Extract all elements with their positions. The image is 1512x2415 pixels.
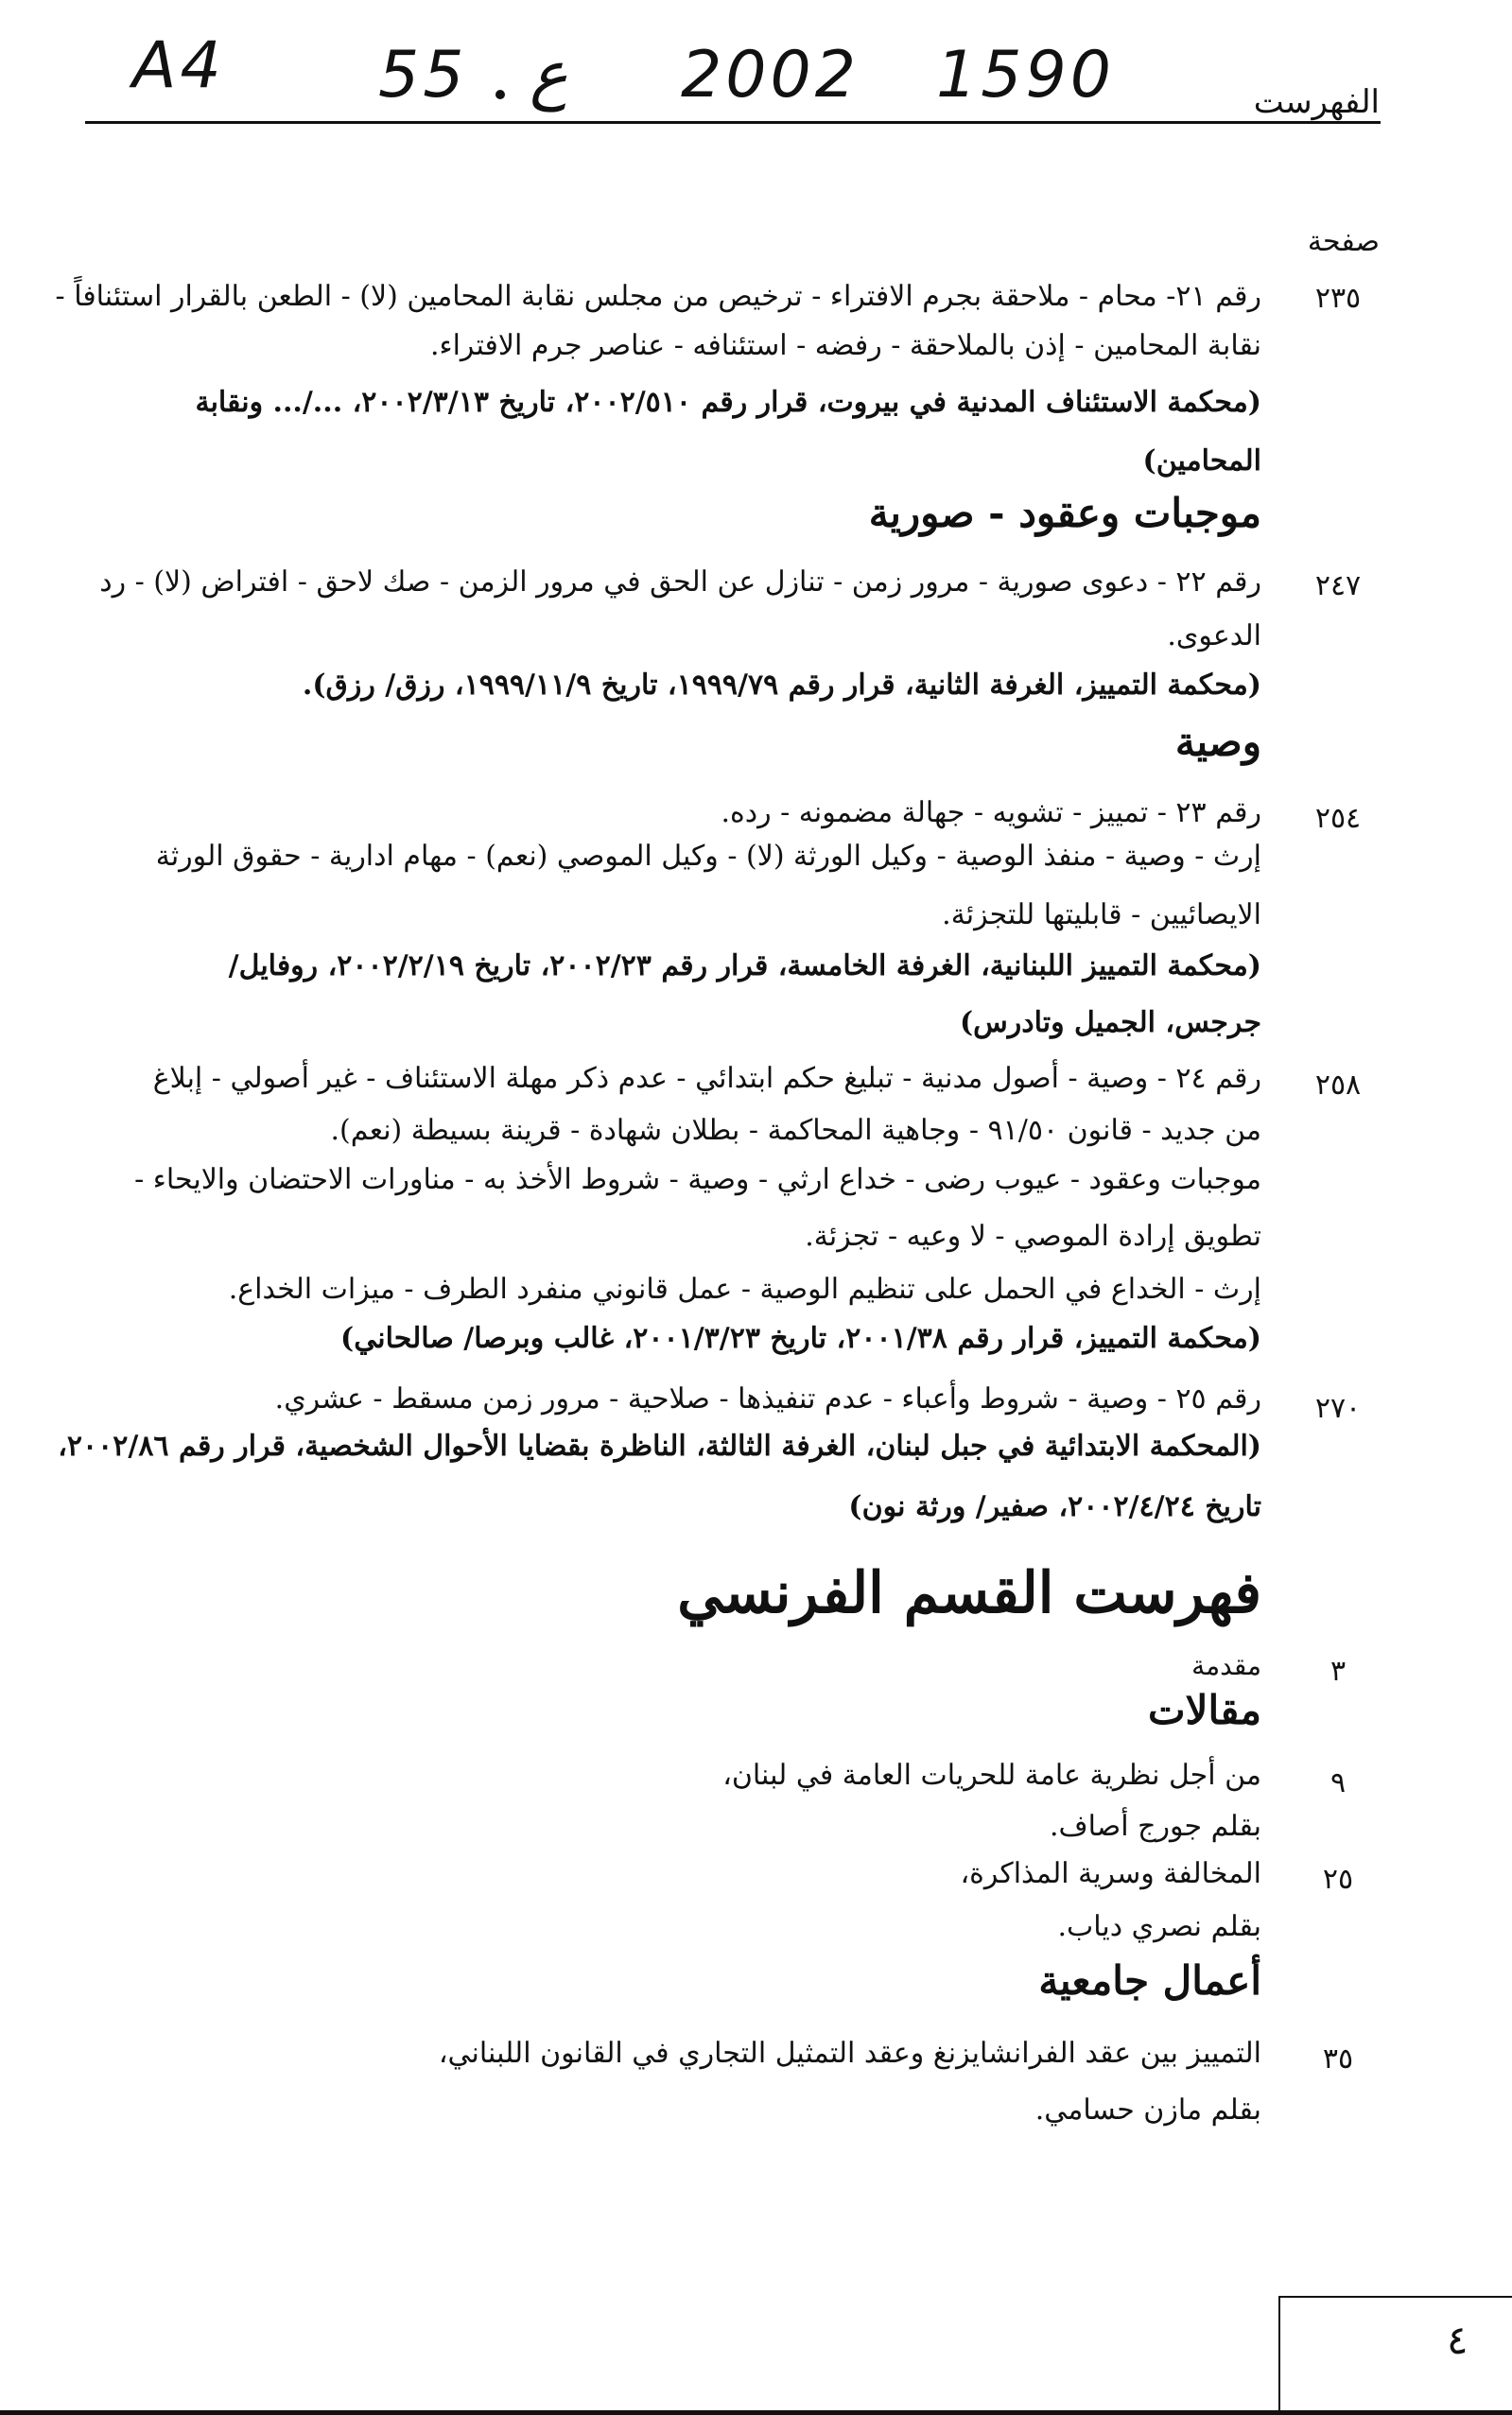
entry-page-number: ٢٥ (1322, 1863, 1354, 1896)
academic-author: بقلم مازن حسامي. (1034, 2094, 1261, 2127)
entry-page-number: ٢٥٨ (1314, 1069, 1362, 1102)
articles-heading: مقالات (1147, 1687, 1261, 1733)
entry-line: رقم ٢٣ - تمييز - تشويه - جهالة مضمونه - رده. (721, 796, 1261, 829)
article-title: من أجل نظرية عامة للحريات العامة في لبنان، (722, 1759, 1261, 1792)
handwritten-number-d: 1590 (936, 38, 1116, 113)
entry-line: الدعوى. (1167, 619, 1261, 652)
page-title: الفهرست (1253, 83, 1380, 121)
page-number: ٤ (1447, 2317, 1469, 2363)
french-section-title: فهرست القسم الفرنسي (677, 1560, 1261, 1626)
entry-line: موجبات وعقود - عيوب رضى - خداع ارثي - وصية - شروط الأخذ به - مناورات الاحتضان والايحاء - (134, 1163, 1261, 1196)
handwritten-code: A4 (132, 28, 225, 103)
entry-line: تطويق إرادة الموصي - لا وعيه - تجزئة. (805, 1220, 1261, 1253)
entry-line: رقم ٢١- محام - ملاحقة بجرم الافتراء - ترخيص من مجلس نقابة المحامين (لا) - الطعن بالقرار استئنافاً - (55, 280, 1261, 313)
handwritten-year: 2002 (681, 38, 860, 113)
intro-label: مقدمة (1191, 1650, 1261, 1681)
academic-heading: أعمال جامعية (1038, 1957, 1261, 2004)
entry-line: إرث - وصية - منفذ الوصية - وكيل الورثة (لا) - وكيل الموصي (نعم) - مهام ادارية - حقوق الورثة (155, 840, 1261, 873)
entry-page-number: ٢٧٠ (1314, 1392, 1362, 1425)
entry-page-number: ٩ (1330, 1766, 1347, 1799)
entry-line: رقم ٢٤ - وصية - أصول مدنية - تبليغ حكم ابتدائي - عدم ذكر مهلة الاستئناف - غير أصولي - إبلاغ (152, 1062, 1261, 1095)
entry-line: إرث - الخداع في الحمل على تنظيم الوصية - عمل قانوني منفرد الطرف - ميزات الخداع. (228, 1273, 1261, 1306)
court-citation: (محكمة التمييز، قرار رقم ٢٠٠١/٣٨، تاريخ ٢٠٠١/٣/٢٣، غالب وبرصا/ صالحاني) (340, 1322, 1261, 1355)
article-title: المخالفة وسرية المذاكرة، (960, 1857, 1261, 1890)
entry-page-number: ٢٣٥ (1314, 282, 1362, 315)
handwritten-letter-b: ع (530, 38, 568, 113)
page-number-frame (1278, 2296, 1512, 2411)
article-author: بقلم جورج أصاف. (1050, 1810, 1261, 1843)
handwritten-number-a: 55 (378, 38, 468, 113)
section-heading: وصية (1174, 719, 1261, 765)
entry-line: رقم ٢٥ - وصية - شروط وأعباء - عدم تنفيذها - صلاحية - مرور زمن مسقط - عشري. (274, 1382, 1261, 1416)
entry-page-number: ٣ (1330, 1655, 1347, 1688)
entry-line: رقم ٢٢ - دعوى صورية - مرور زمن - تنازل عن الحق في مرور الزمن - صك لاحق - افتراض (لا) - رد (99, 565, 1261, 599)
entry-line: من جديد - قانون ٩١/٥٠ - وجاهية المحاكمة - بطلان شهادة - قرينة بسيطة (نعم). (330, 1114, 1261, 1147)
academic-title: التمييز بين عقد الفرانشايزنغ وعقد التمثيل التجاري في القانون اللبناني، (438, 2037, 1261, 2070)
entry-page-number: ٣٥ (1322, 2042, 1354, 2076)
court-citation: (محكمة التمييز، الغرفة الثانية، قرار رقم ١٩٩٩/٧٩، تاريخ ١٩٩٩/١١/٩، رزق/ رزق). (302, 669, 1261, 702)
court-citation: (محكمة الاستئناف المدنية في بيروت، قرار رقم ٢٠٠٢/٥١٠، تاريخ ٢٠٠٢/٣/١٣، .../... ونقابة (195, 386, 1261, 419)
entry-line: نقابة المحامين - إذن بالملاحقة - رفضه - استئنافه - عناصر جرم الافتراء. (429, 329, 1261, 362)
court-citation: تاريخ ٢٠٠٢/٤/٢٤، صفير/ ورثة نون) (848, 1490, 1261, 1523)
handwritten-dot (495, 90, 505, 99)
entry-page-number: ٢٤٧ (1314, 569, 1362, 602)
bottom-edge (0, 2410, 1512, 2415)
court-citation: المحامين) (1142, 444, 1261, 478)
court-citation: جرجس، الجميل وتادرس) (959, 1006, 1261, 1039)
court-citation: (المحكمة الابتدائية في جبل لبنان، الغرفة الثالثة، الناظرة بقضايا الأحوال الشخصية، قرار رقم ٢٠٠٢/٨٦، (58, 1430, 1261, 1463)
article-author: بقلم نصري دياب. (1057, 1910, 1261, 1943)
entry-page-number: ٢٥٤ (1314, 802, 1362, 835)
court-citation: (محكمة التمييز اللبنانية، الغرفة الخامسة، قرار رقم ٢٠٠٢/٢٣، تاريخ ٢٠٠٢/٢/١٩، روفايل/ (228, 949, 1261, 982)
section-heading: موجبات وعقود - صورية (868, 490, 1261, 536)
header-rule (85, 121, 1381, 124)
entry-line: الايصائيين - قابليتها للتجزئة. (942, 898, 1261, 931)
page-column-label: صفحة (1307, 225, 1380, 258)
